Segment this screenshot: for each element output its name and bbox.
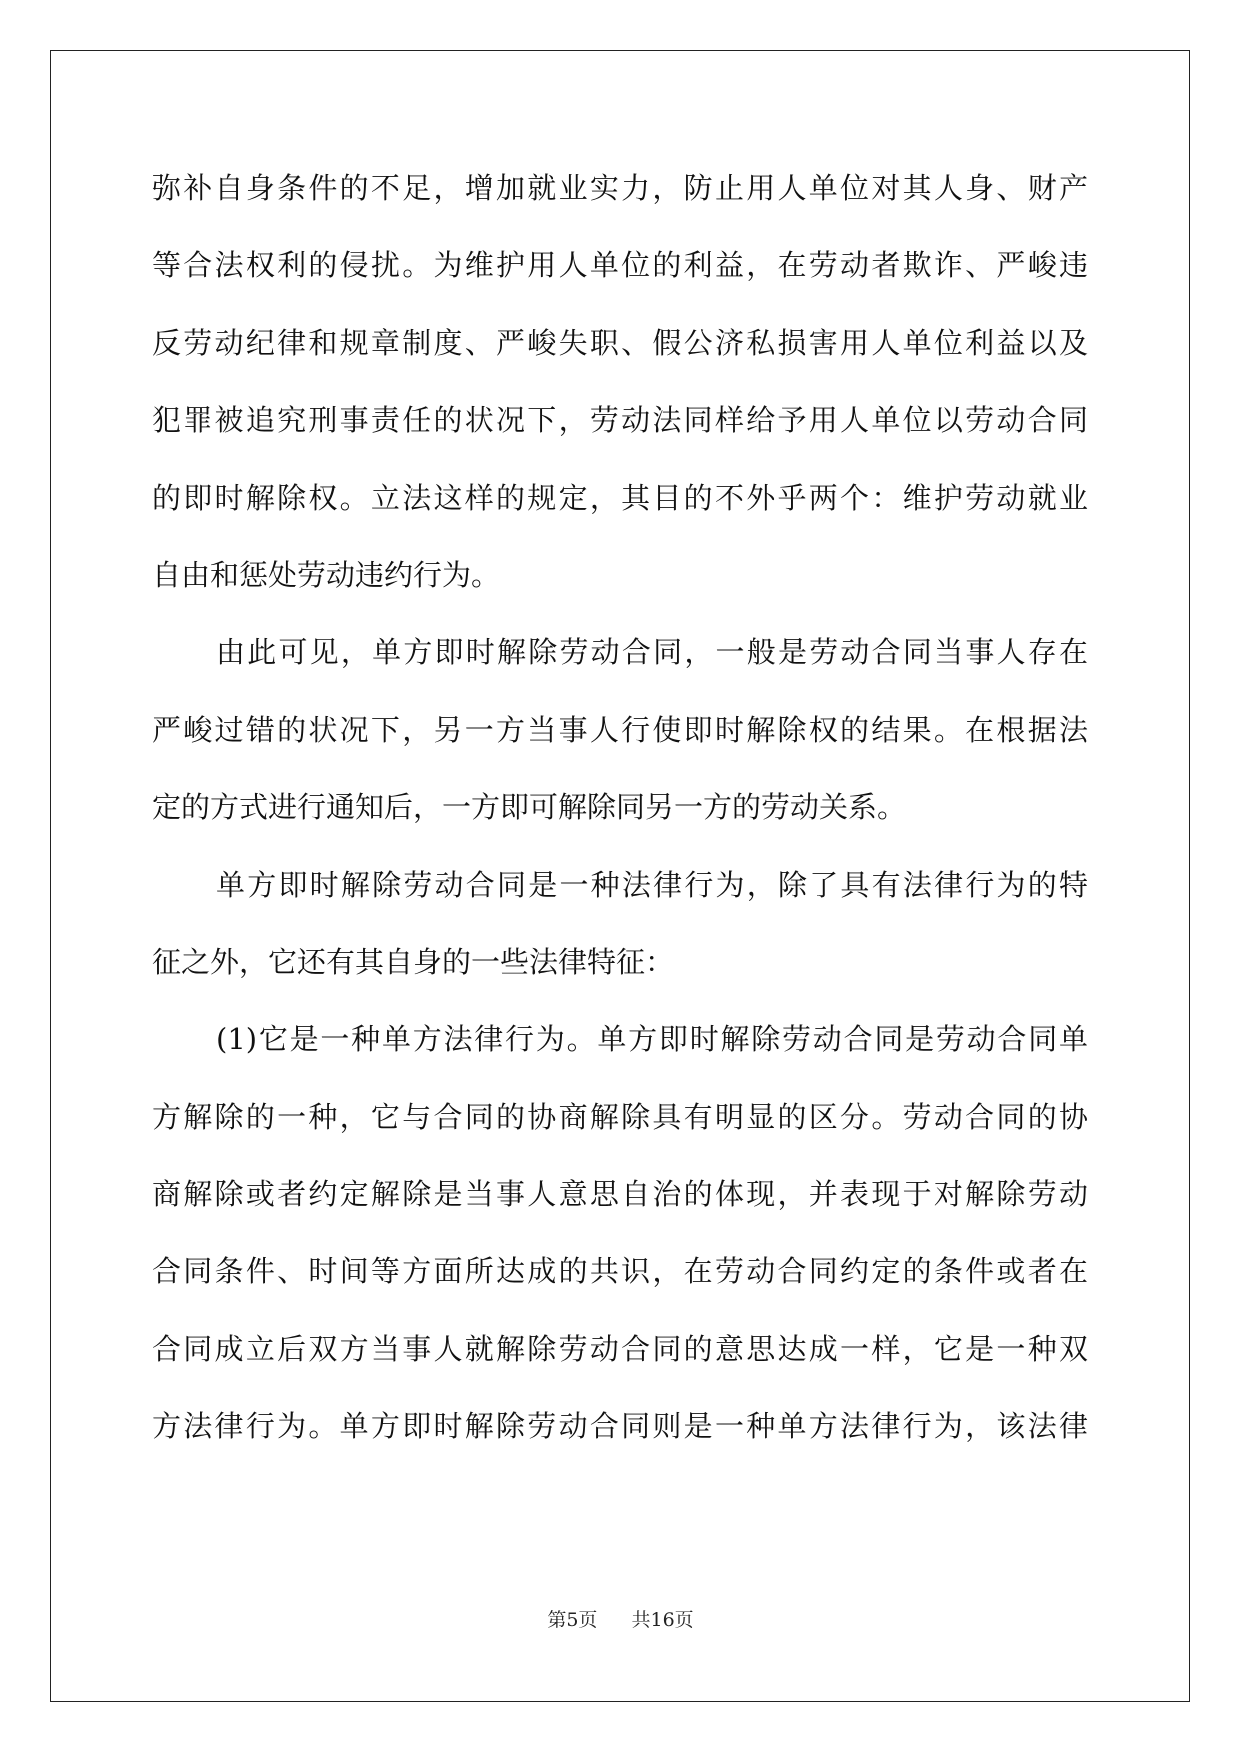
text-line-8: 严峻过错的状况下，另一方当事人行使即时解除权的结果。在根据法	[152, 712, 1088, 747]
text-line-1: 弥补自身条件的不足，增加就业实力，防止用人单位对其人身、财产	[152, 171, 1088, 205]
text-line-12: (1)它是一种单方法律行为。单方即时解除劳动合同是劳动合同单	[216, 1022, 1088, 1057]
document-body	[152, 150, 1088, 1466]
text-line-14: 商解除或者约定解除是当事人意思自治的体现，并表现于对解除劳动	[152, 1177, 1088, 1212]
text-line-11: 征之外，它还有其自身的一些法律特征：	[152, 944, 675, 979]
current-page-number: 第5页	[547, 1609, 598, 1631]
text-line-15: 合同条件、时间等方面所达成的共识，在劳动合同约定的条件或者在	[152, 1254, 1088, 1289]
text-line-5: 的即时解除权。立法这样的规定，其目的不外乎两个：维护劳动就业	[152, 480, 1088, 515]
text-line-4: 犯罪被追究刑事责任的状况下，劳动法同样给予用人单位以劳动合同	[152, 403, 1088, 438]
text-line-7: 由此可见，单方即时解除劳动合同，一般是劳动合同当事人存在	[216, 635, 1088, 670]
text-line-17: 方法律行为。单方即时解除劳动合同则是一种单方法律行为，该法律	[152, 1409, 1088, 1444]
page-footer	[0, 1605, 1241, 1632]
text-line-16: 合同成立后双方当事人就解除劳动合同的意思达成一样，它是一种双	[152, 1331, 1088, 1366]
text-line-6: 自由和惩处劳动违约行为。	[152, 557, 501, 592]
total-page-count: 共16页	[631, 1609, 694, 1631]
text-line-9: 定的方式进行通知后，一方即可解除同另一方的劳动关系。	[152, 790, 907, 825]
text-line-13: 方解除的一种，它与合同的协商解除具有明显的区分。劳动合同的协	[152, 1099, 1088, 1134]
text-line-10: 单方即时解除劳动合同是一种法律行为，除了具有法律行为的特	[216, 867, 1088, 902]
text-line-2: 等合法权利的侵扰。为维护用人单位的利益，在劳动者欺诈、严峻违	[152, 248, 1088, 283]
text-line-3: 反劳动纪律和规章制度、严峻失职、假公济私损害用人单位利益以及	[152, 325, 1088, 360]
